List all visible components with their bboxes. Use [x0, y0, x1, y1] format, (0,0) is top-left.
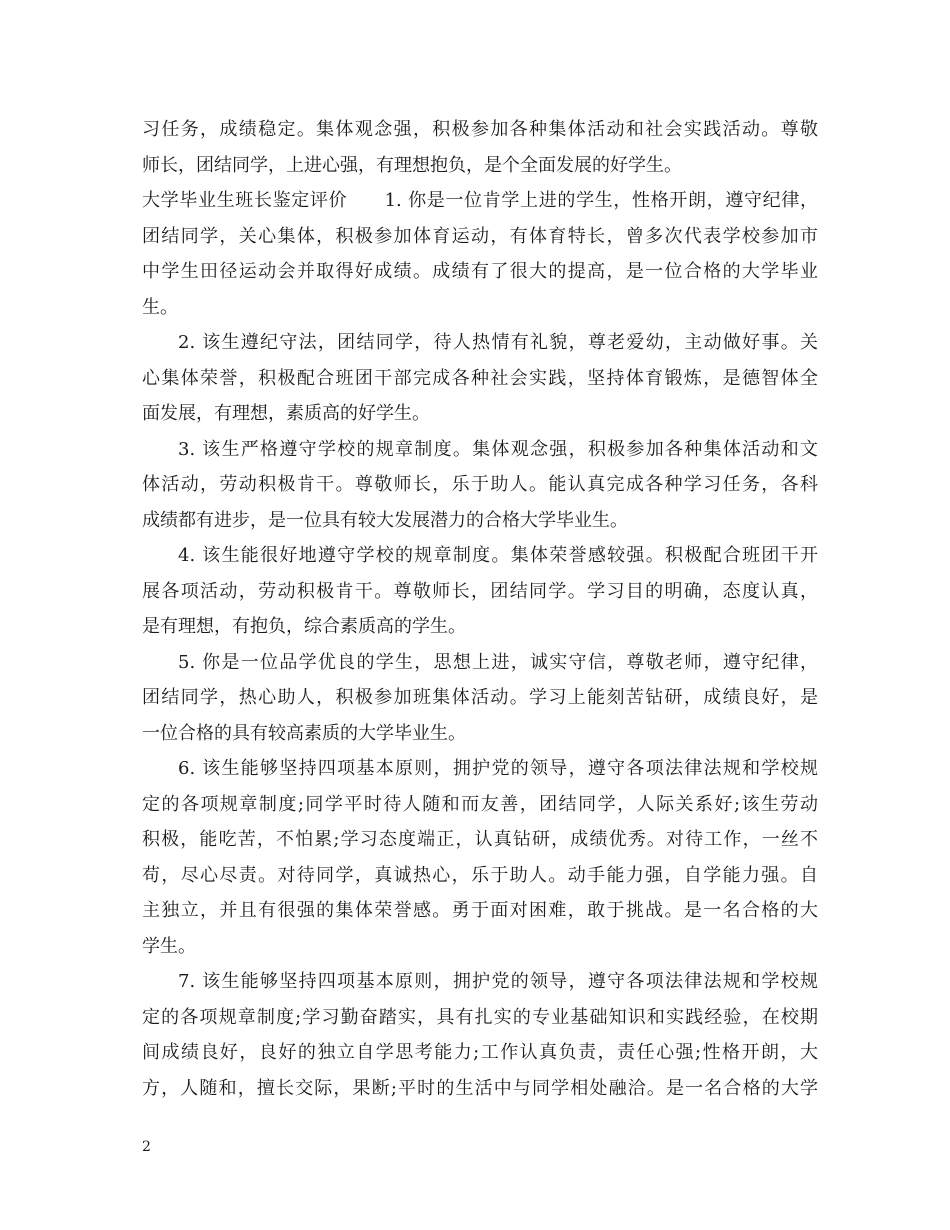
text-line: 体活动，劳动积极肯干。尊敬师长，乐于助人。能认真完成各种学习任务，各科 — [142, 474, 818, 495]
text-line: 主独立，并且有很强的集体荣誉感。勇于面对困难，敢于挑战。是一名合格的大 — [142, 900, 818, 921]
text-line: 学生。 — [142, 935, 196, 957]
text-line: 生。 — [142, 296, 178, 318]
text-line: 团结同学，关心集体，积极参加体育运动，有体育特长，曾多次代表学校参加市 — [142, 225, 818, 247]
text-line: 面发展，有理想，素质高的好学生。 — [142, 403, 430, 424]
text-line: 3. 该生严格遵守学校的规章制度。集体观念强，积极参加各种集体活动和文 — [178, 438, 818, 460]
text-line: 2. 该生遵纪守法，团结同学，待人热情有礼貌，尊老爱幼，主动做好事。关 — [178, 332, 818, 353]
text-line: 方，人随和，擅长交际，果断;平时的生活中与同学相处融洽。是一名合格的大学 — [142, 1077, 818, 1099]
text-line: 苟，尽心尽责。对待同学，真诚热心，乐于助人。动手能力强，自学能力强。自 — [142, 864, 818, 886]
page-number: 2 — [142, 1139, 151, 1155]
text-line: 6. 该生能够坚持四项基本原则，拥护党的领导，遵守各项法律法规和学校规 — [178, 758, 818, 779]
text-line: 心集体荣誉，积极配合班团干部完成各种社会实践，坚持体育锻炼，是德智体全 — [142, 367, 818, 389]
text-line: 7. 该生能够坚持四项基本原则，拥护党的领导，遵守各项法律法规和学校规 — [178, 971, 818, 992]
text-line: 4. 该生能很好地遵守学校的规章制度。集体荣誉感较强。积极配合班团干开 — [178, 545, 818, 566]
text-line: 师长，团结同学，上进心强，有理想抱负，是个全面发展的好学生。 — [142, 154, 682, 176]
text-line: 定的各项规章制度;同学平时待人随和而友善，团结同学，人际关系好;该生劳动 — [142, 793, 818, 815]
document-body — [142, 112, 818, 1106]
text-line: 是有理想，有抱负，综合素质高的学生。 — [142, 616, 466, 637]
text-line: 习任务，成绩稳定。集体观念强，积极参加各种集体活动和社会实践活动。尊敬 — [142, 119, 818, 140]
text-line: 大学毕业生班长鉴定评价 1. 你是一位肯学上进的学生，性格开朗，遵守纪律， — [142, 190, 818, 211]
text-line: 展各项活动，劳动积极肯干。尊敬师长，团结同学。学习目的明确，态度认真， — [142, 580, 818, 602]
text-line: 积极，能吃苦，不怕累;学习态度端正，认真钻研，成绩优秀。对待工作，一丝不 — [142, 829, 818, 850]
text-line: 一位合格的具有较高素质的大学毕业生。 — [142, 722, 466, 744]
text-line: 间成绩良好，良好的独立自学思考能力;工作认真负责，责任心强;性格开朗，大 — [142, 1042, 818, 1063]
text-line: 5. 你是一位品学优良的学生，思想上进，诚实守信，尊敬老师，遵守纪律， — [178, 651, 818, 673]
text-line: 团结同学，热心助人，积极参加班集体活动。学习上能刻苦钻研，成绩良好，是 — [142, 687, 818, 708]
text-line: 中学生田径运动会并取得好成绩。成绩有了很大的提高，是一位合格的大学毕业 — [142, 261, 818, 282]
text-line: 定的各项规章制度;学习勤奋踏实，具有扎实的专业基础知识和实践经验，在校期 — [142, 1006, 818, 1028]
text-line: 成绩都有进步，是一位具有较大发展潜力的合格大学毕业生。 — [142, 509, 628, 531]
